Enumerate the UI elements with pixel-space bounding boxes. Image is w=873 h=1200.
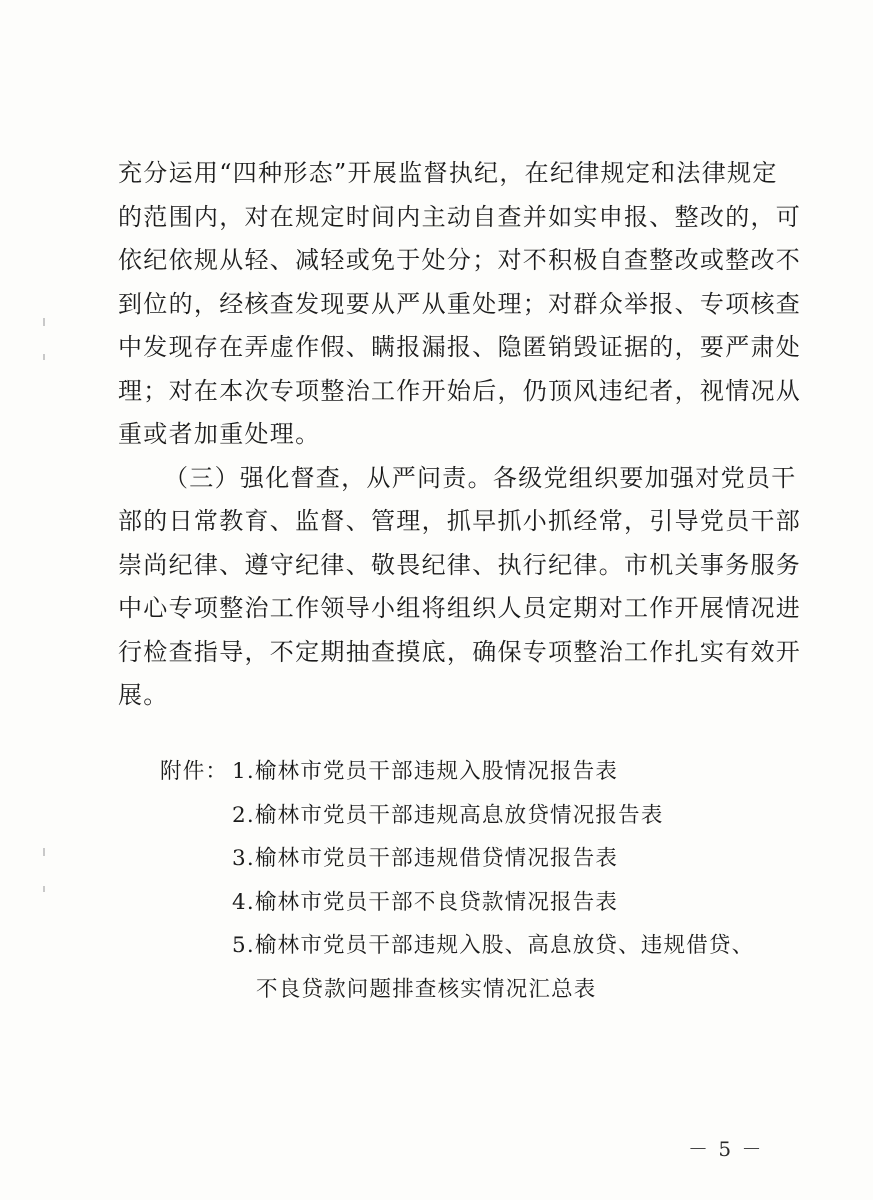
binding-mark (43, 886, 45, 892)
attachment-item (160, 881, 800, 925)
paragraph-line: 依纪依规从轻、减轻或免于处分；对不积极自查整改或整改不 (118, 246, 802, 274)
paragraph-line: 中心专项整治工作领导小组将组织人员定期对工作开展情况进 (118, 594, 802, 622)
attachment-item (160, 750, 800, 794)
paragraph-line: 中发现存在弄虚作假、瞒报漏报、隐匿销毁证据的，要严肃处 (118, 333, 802, 361)
paragraph-line: 到位的，经核查发现要从严从重处理；对群众举报、专项核查 (118, 289, 802, 318)
paragraph-line: 部的日常教育、监督、管理，抓早抓小抓经常，引导党员干部 (118, 507, 802, 535)
section-heading-line: （三）强化督查，从严问责。各级党组织要加强对党员干 (164, 463, 797, 492)
attachment-title: 4.榆林市党员干部不良贷款情况报告表 (232, 889, 619, 915)
binding-mark (43, 318, 45, 326)
attachment-item (160, 794, 800, 838)
paragraph-line: 重或者加重处理。 (118, 420, 321, 448)
attachment-item (160, 924, 800, 968)
attachment-title: 2.榆林市党员干部违规高息放贷情况报告表 (232, 802, 664, 828)
binding-mark (43, 354, 45, 360)
paragraph-line: 充分运用“四种形态”开展监督执纪，在纪律规定和法律规定 (118, 159, 778, 187)
paragraph-line: 的范围内，对在规定时间内主动自查并如实申报、整改的，可 (118, 202, 802, 231)
attachments-label: 附件： (160, 759, 229, 784)
attachment-title: 3.榆林市党员干部违规借贷情况报告表 (232, 846, 619, 871)
binding-mark (43, 848, 45, 856)
attachment-title: 5.榆林市党员干部违规入股、高息放贷、违规借贷、 (232, 933, 755, 958)
page-number: － 5 － (688, 1137, 764, 1161)
attachment-item (160, 837, 800, 881)
paragraph-line: 崇尚纪律、遵守纪律、敬畏纪律、执行纪律。市机关事务服务 (118, 550, 802, 579)
paragraph-line: 理；对在本次专项整治工作开始后，仍顶风违纪者，视情况从 (118, 376, 802, 405)
paragraph-line: 行检查指导，不定期抽查摸底，确保专项整治工作扎实有效开 (118, 637, 802, 666)
attachment-continuation: 不良贷款问题排查核实情况汇总表 (256, 976, 597, 1002)
body-paragraphs (118, 152, 802, 718)
attachment-title: 1.榆林市党员干部违规入股情况报告表 (232, 759, 619, 784)
attachments-list (160, 750, 800, 1011)
paragraph-line: 展。 (118, 681, 169, 709)
